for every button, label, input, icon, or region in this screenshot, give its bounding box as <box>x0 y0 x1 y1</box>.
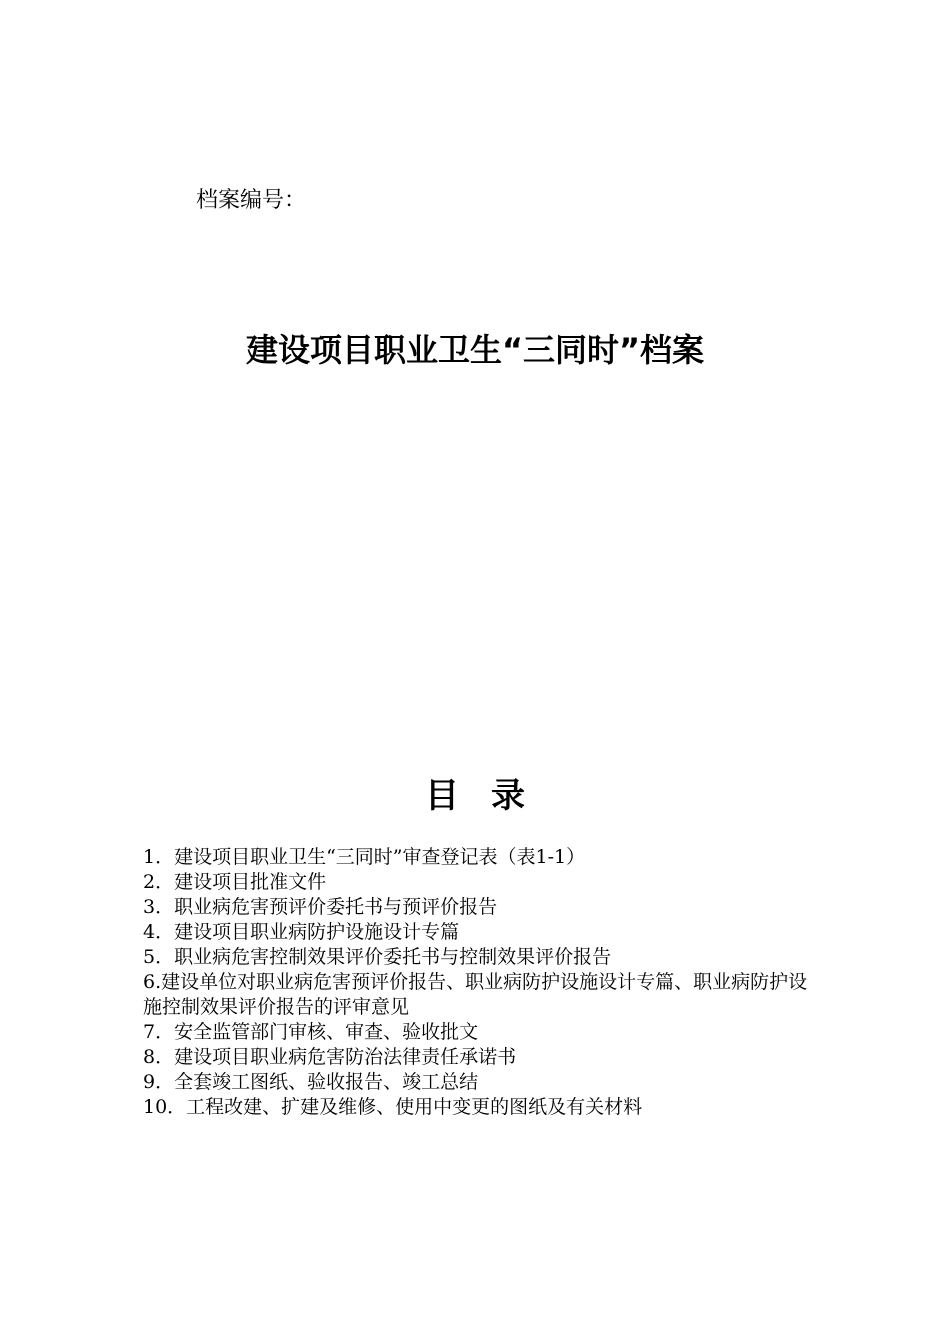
toc-item-7: 7．安全监管部门审核、审查、验收批文 <box>143 1021 479 1043</box>
toc-item-3: 3．职业病危害预评价委托书与预评价报告 <box>143 896 498 918</box>
toc-item-9: 9．全套竣工图纸、验收报告、竣工总结 <box>143 1071 479 1093</box>
toc-item-4: 4．建设项目职业病防护设施设计专篇 <box>143 921 460 943</box>
toc-heading: 目录 <box>425 776 557 816</box>
page-title: 建设项目职业卫生“三同时”档案 <box>245 331 705 369</box>
toc-item-10: 10．工程改建、扩建及维修、使用中变更的图纸及有关材料 <box>143 1096 643 1118</box>
toc-item-1: 1．建设项目职业卫生“三同时”审查登记表（表1-1） <box>143 846 586 868</box>
toc-item-6: 6.建设单位对职业病危害预评价报告、职业病防护设施设计专篇、职业病防护设施控制效果评价报告的评审意见 <box>143 971 808 1018</box>
toc-item-5: 5．职业病危害控制效果评价委托书与控制效果评价报告 <box>143 946 612 968</box>
toc-item-2: 2．建设项目批准文件 <box>143 871 327 893</box>
archive-number-label: 档案编号： <box>196 188 307 213</box>
toc-list <box>143 845 815 1120</box>
toc-item-8: 8．建设项目职业病危害防治法律责任承诺书 <box>143 1046 517 1068</box>
